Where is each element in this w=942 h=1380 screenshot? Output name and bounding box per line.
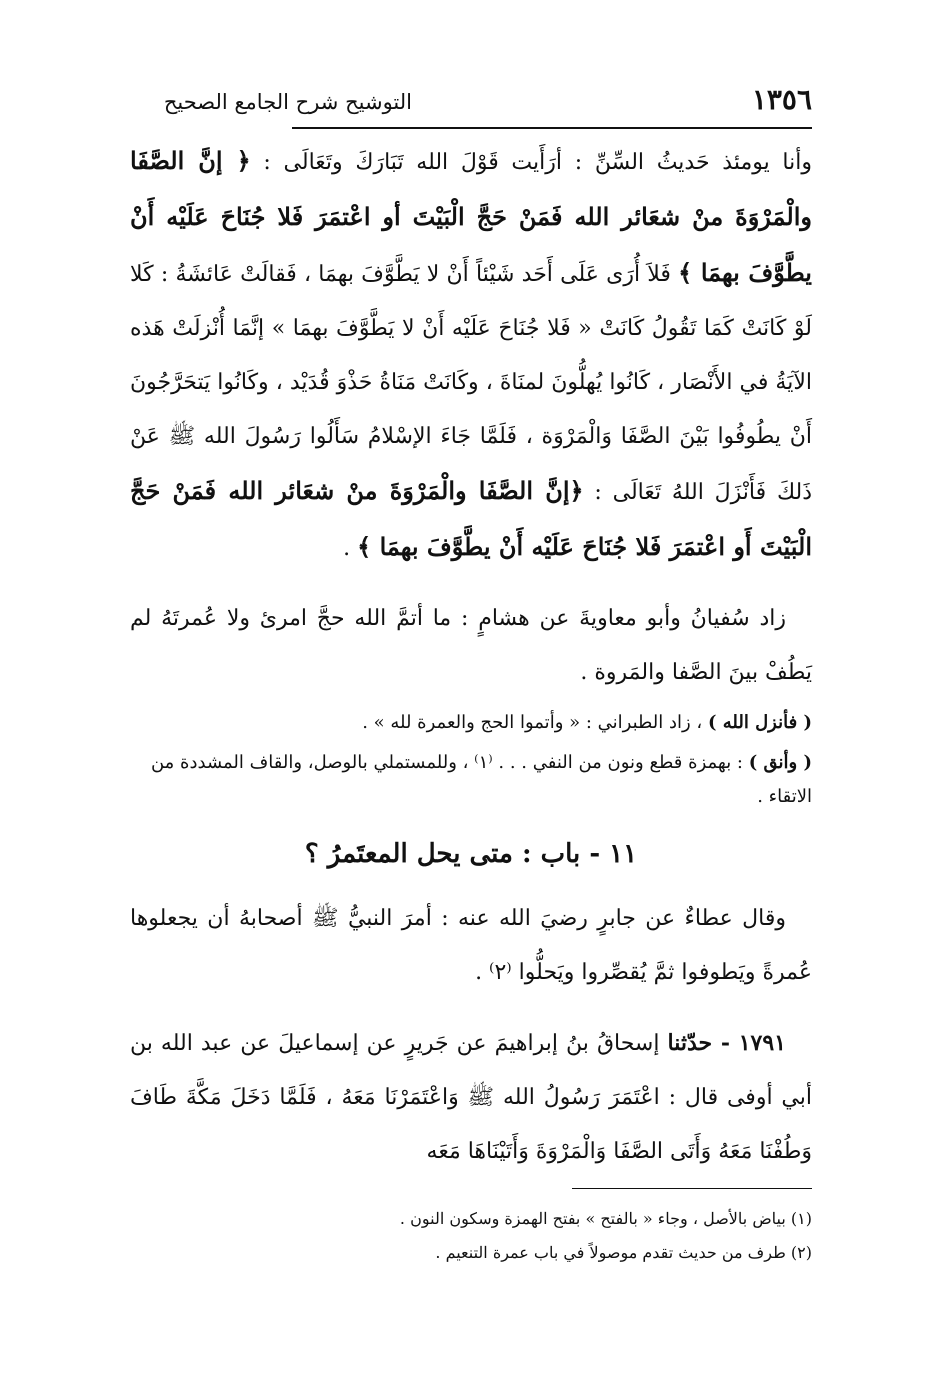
- narration-text-cont: فَلاَ أُرَى عَلَى أَحَد شَيْئاً أَنْ لا يَطَّوَّفَ بهمَا ، فَقالَتْ عَائشَةُ : كَلا لَوْ كَانَتْ كَمَا تَقُولُ كَانَتْ « فَلا جُنَاحَ عَلَيْه أَنْ لا يَطَّوَّفَ بهمَا » إنَّمَا أُنْزلَتْ هَذه الآيَةُ في الأَنْصَار ، كَانُوا يُهلُّونَ لمنَاةَ ، وكَانَتْ مَنَاةُ حَذْوَ قُدَيْد ، وكَانُوا يَتحَرَّجُونَ أَنْ يطُوفُوا بَيْنَ الصَّفَا وَالْمَرْوَة ، فَلَمَّا جَاءَ الإسْلامُ سَأَلُوا رَسُولَ الله ﷺ عَنْ ذَلكَ فَأَنْزَلَ اللهُ تَعَالَى :: [130, 262, 812, 505]
- ata-narration: وقال عطاءٌ عن جابرٍ رضيَ الله عنه : أمرَ النبيُّ ﷺ أصحابهُ أن يجعلوها عُمرةً ويَطوفوا ثمَّ يُقصِّروا ويَحلُّوا ⁽٢⁾ .: [130, 906, 812, 985]
- header-rule: [292, 127, 812, 129]
- chapter-heading: ١١ - باب : متى يحل المعتَمرُ ؟: [304, 839, 638, 869]
- narration-end: .: [343, 536, 358, 561]
- commentary-note-2: [130, 746, 812, 814]
- quran-verse: ﴿ إنَّ الصَّفَا والْمَرْوَةَ منْ شعَائر الله فَمَنْ حَجَّ الْبَيْتَ أو اعْتمَرَ فَلا جُنَاحَ عَلَيْه أَنْ يطَّوَّفَ بهمَا ﴾: [130, 146, 812, 287]
- commentary-text: : بهمزة قطع ونون من النفي . . . ⁽١⁾ ، وللمستملي بالوصل، والقاف المشددة من الاتقاء .: [150, 752, 812, 807]
- quran-verse-2: ﴿إنَّ الصَّفَا والْمَرْوَةَ منْ شعَائر الله فَمَنْ حَجَّ الْبَيْتَ أَو اعْتمَرَ فَلا جُنَاحَ عَلَيْه أَنْ يطَّوَّفَ بهمَا ﴾: [130, 476, 812, 561]
- footnotes: [130, 1202, 812, 1270]
- hadith-text: إسحاقُ بنُ إبراهيمَ عن جَريرٍ عن إسماعيلَ عن عبد الله بن أبي أوفى قال : اعْتَمَرَ رَسُولُ الله ﷺ وَاعْتَمَرْنَا مَعَهُ ، فَلَمَّا دَخَلَ مَكَّةَ طَافَ وَطُفْنَا مَعَهُ وَأَتَى الصَّفَا وَالْمَرْوَةَ وَأَتَيْنَاهَا مَعَه: [130, 1031, 812, 1164]
- commentary-text: ، زاد الطبراني : « وأتموا الحج والعمرة لله » .: [362, 712, 708, 733]
- footnote-rule: [572, 1188, 812, 1189]
- commentary-label: ( فأنزل الله ): [707, 712, 812, 733]
- commentary-label: ( وأنق ): [748, 752, 812, 773]
- hadith-1791: [130, 1016, 812, 1179]
- footnote-1: (١) بياض بالأصل ، وجاء « بالفتح » بفتح الهمزة وسكون النون .: [399, 1209, 812, 1228]
- main-text: [130, 134, 812, 1179]
- addition-paragraph: زاد سُفيانُ وأبو معاويةَ عن هشامٍ : ما أتمَّ الله حجَّ امرئ ولا عُمرتَهُ لم يَطُفْ بينَ الصَّفا والمَروة .: [130, 606, 812, 685]
- page-number: ١٣٥٦: [751, 83, 812, 116]
- footnote-2: (٢) طرف من حديث تقدم موصولاً في باب عمرة التنعيم .: [435, 1243, 812, 1262]
- running-title: التوشيح شرح الجامع الصحيح: [163, 90, 412, 114]
- page-header: [130, 80, 812, 124]
- spacer: [130, 1000, 812, 1016]
- commentary-note-1: [130, 706, 812, 740]
- hadith-number: ١٧٩١ - حدّثنا: [667, 1030, 786, 1056]
- hadith-continuation: [130, 134, 812, 576]
- spacer: [130, 576, 812, 592]
- narration-text: وأنا يومئذ حَديثُ السِّنِّ : أرَأَيت قَوْلَ الله تَبَارَكَ وتَعَالَى :: [250, 150, 812, 175]
